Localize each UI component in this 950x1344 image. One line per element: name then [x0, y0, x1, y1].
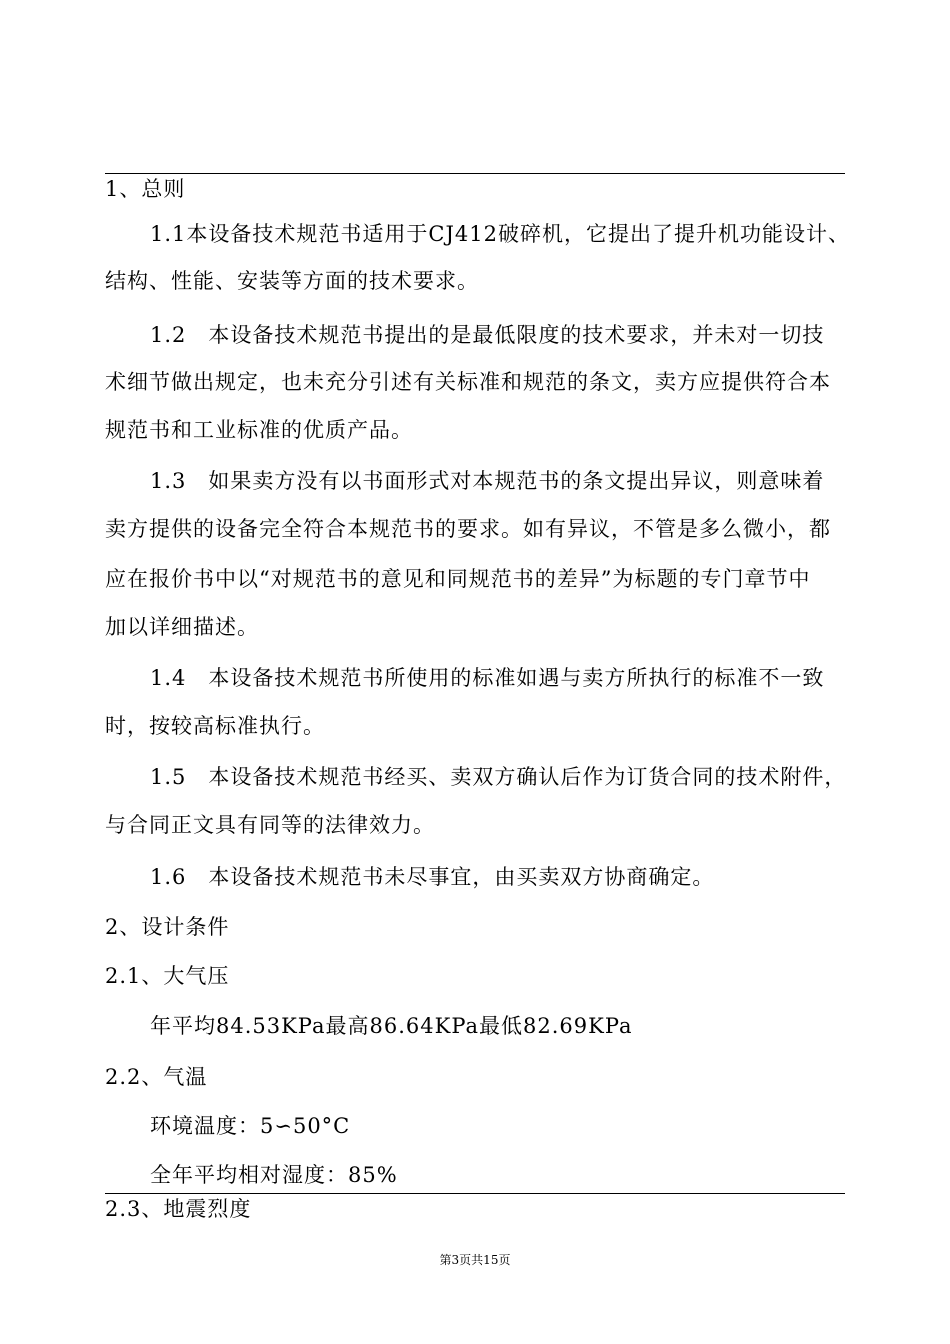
- paragraph-1-3-line-1: 1.3 如果卖方没有以书面形式对本规范书的条文提出异议，则意味着: [150, 469, 825, 493]
- paragraph-1-5-line-2: 与合同正文具有同等的法律效力。: [105, 813, 435, 837]
- paragraph-1-3-line-2: 卖方提供的设备完全符合本规范书的要求。如有异议，不管是多么微小，都: [105, 517, 831, 541]
- paragraph-1-2-line-2: 术细节做出规定，也未充分引述有关标准和规范的条文，卖方应提供符合本: [105, 370, 831, 394]
- header-rule: [105, 173, 845, 174]
- paragraph-1-4-line-2: 时，按较高标准执行。: [105, 714, 325, 738]
- paragraph-1-2-line-1: 1.2 本设备技术规范书提出的是最低限度的技术要求，并未对一切技: [150, 323, 825, 347]
- subsection-heading-seismic: 2.3、地震烈度: [105, 1197, 252, 1221]
- annual-humidity: 全年平均相对湿度：85%: [150, 1163, 398, 1187]
- paragraph-1-3-line-4: 加以详细描述。: [105, 615, 259, 639]
- pressure-values: 年平均84.53KPa最高86.64KPa最低82.69KPa: [150, 1014, 633, 1038]
- subsection-heading-temperature: 2.2、气温: [105, 1065, 208, 1089]
- subsection-heading-pressure: 2.1、大气压: [105, 964, 230, 988]
- section-heading-design-conditions: 2、设计条件: [105, 915, 230, 939]
- paragraph-1-4-line-1: 1.4 本设备技术规范书所使用的标准如遇与卖方所执行的标准不一致: [150, 666, 825, 690]
- paragraph-1-5-line-1: 1.5 本设备技术规范书经买、卖双方确认后作为订货合同的技术附件，: [150, 765, 847, 789]
- section-heading-general: 1、总则: [105, 177, 186, 201]
- paragraph-1-6-line-1: 1.6 本设备技术规范书未尽事宜，由买卖双方协商确定。: [150, 865, 715, 889]
- paragraph-1-1-line-1: 1.1本设备技术规范书适用于CJ412破碎机，它提出了提升机功能设计、: [150, 222, 850, 246]
- paragraph-1-1-line-2: 结构、性能、安装等方面的技术要求。: [105, 269, 479, 293]
- page-number: 第3页共15页: [439, 1253, 511, 1267]
- paragraph-1-2-line-3: 规范书和工业标准的优质产品。: [105, 418, 413, 442]
- paragraph-1-3-line-3: 应在报价书中以“对规范书的意见和同规范书的差异”为标题的专门章节中: [105, 567, 811, 591]
- ambient-temperature: 环境温度：5∽50°C: [150, 1114, 351, 1138]
